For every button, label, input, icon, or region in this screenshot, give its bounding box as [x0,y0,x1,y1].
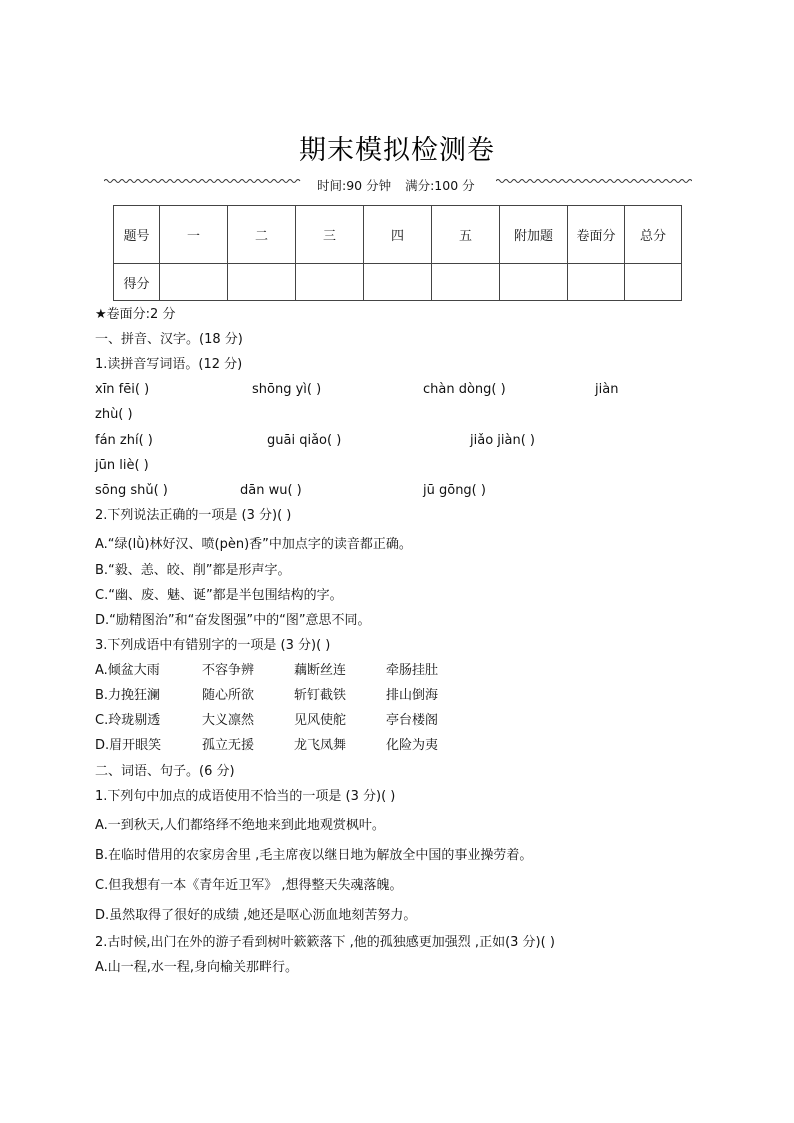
idiom-item: 藕断丝连 [294,663,347,678]
q3-option-row [95,737,495,755]
score-cell[interactable] [568,264,625,301]
neat-score-note: ★卷面分:2 分 [95,307,176,322]
pinyin-item: fán zhí( ) [95,433,153,448]
idiom-item: D.眉开眼笑 [95,738,162,753]
q2-option: D.“励精图治”和“奋发图强”中的“图”意思不同。 [95,613,371,628]
score-header-cell: 总分 [625,206,682,264]
q5-option: A.山一程,水一程,身向榆关那畔行。 [95,960,299,975]
idiom-item: C.玲珑剔透 [95,713,161,728]
q4-option: A.一到秋天,人们都络绎不绝地来到此地观赏枫叶。 [95,818,385,833]
idiom-item: 龙飞凤舞 [294,738,347,753]
score-header-cell: 三 [296,206,364,264]
idiom-item: 见风使舵 [294,713,347,728]
exam-meta [104,176,692,194]
exam-time: 时间:90 分钟 [317,178,392,193]
score-header-cell: 五 [432,206,500,264]
pinyin-row-2 [95,432,695,450]
pinyin-row-1 [95,381,695,399]
pinyin-row-3 [95,482,695,500]
score-cell[interactable] [625,264,682,301]
question-4-title: 1.下列句中加点的成语使用不恰当的一项是 (3 分)( ) [95,789,396,804]
section-2-title: 二、词语、句子。(6 分) [95,764,235,779]
idiom-item: 不容争辨 [202,663,255,678]
question-5-title: 2.古时候,出门在外的游子看到树叶簌簌落下 ,他的孤独感更加强烈 ,正如(3 分)( ) [95,935,555,950]
idiom-item: 孤立无援 [202,738,255,753]
pinyin-item: guāi qiǎo( ) [267,433,342,448]
score-header-cell: 二 [228,206,296,264]
score-table-header-row [114,206,682,264]
pinyin-item: chàn dòng( ) [423,382,506,397]
score-cell[interactable] [296,264,364,301]
idiom-item: 排山倒海 [386,688,439,703]
pinyin-item: zhù( ) [95,407,133,422]
idiom-item: 随心所欲 [202,688,255,703]
idiom-item: 亭台楼阁 [386,713,439,728]
section-1-title: 一、拼音、汉字。(18 分) [95,332,243,347]
idiom-item: 牵肠挂肚 [386,663,439,678]
score-header-cell: 附加题 [500,206,568,264]
q2-option: A.“绿(lǜ)林好汉、喷(pèn)香”中加点字的读音都正确。 [95,537,412,552]
question-2-title: 2.下列说法正确的一项是 (3 分)( ) [95,508,292,523]
decorative-wave-right [496,178,692,184]
pinyin-item: dān wu( ) [240,483,302,498]
pinyin-item: jiǎo jiàn( ) [470,433,535,448]
q2-option: C.“幽、废、魅、诞”都是半包围结构的字。 [95,588,343,603]
score-cell[interactable] [364,264,432,301]
idiom-item: 大义凛然 [202,713,255,728]
idiom-item: 化险为夷 [386,738,439,753]
question-1-title: 1.读拼音写词语。(12 分) [95,357,243,372]
page-title: 期末模拟检测卷 [299,135,495,166]
exam-full-score: 满分:100 分 [405,178,475,193]
score-cell[interactable] [432,264,500,301]
q4-option: D.虽然取得了很好的成绩 ,她还是呕心沥血地刻苦努力。 [95,908,417,923]
question-3-title: 3.下列成语中有错别字的一项是 (3 分)( ) [95,638,331,653]
decorative-wave-left [104,178,302,184]
score-table [113,205,682,301]
score-table-score-row [114,264,682,301]
score-cell[interactable] [228,264,296,301]
exam-info [317,176,475,194]
score-cell[interactable] [160,264,228,301]
q3-option-row [95,662,495,680]
score-row-label: 得分 [114,264,160,301]
pinyin-item: shōng yì( ) [252,382,322,397]
idiom-item: A.倾盆大雨 [95,663,160,678]
q4-option: C.但我想有一本《青年近卫军》 ,想得整天失魂落魄。 [95,878,403,893]
q4-option: B.在临时借用的农家房舍里 ,毛主席夜以继日地为解放全中国的事业操劳着。 [95,848,533,863]
pinyin-item: xīn fēi( ) [95,382,150,397]
idiom-item: B.力挽狂澜 [95,688,161,703]
score-header-cell: 卷面分 [568,206,625,264]
pinyin-item: jū gōng( ) [423,483,486,498]
pinyin-item: jūn liè( ) [95,458,149,473]
q3-option-row [95,712,495,730]
pinyin-item: sōng shǔ( ) [95,483,168,498]
score-header-cell: 题号 [114,206,160,264]
score-header-cell: 四 [364,206,432,264]
q3-option-row [95,687,495,705]
q2-option: B.“毅、恙、皎、削”都是形声字。 [95,563,291,578]
pinyin-item: jiàn [595,382,619,397]
idiom-item: 斩钉截铁 [294,688,347,703]
score-cell[interactable] [500,264,568,301]
score-header-cell: 一 [160,206,228,264]
